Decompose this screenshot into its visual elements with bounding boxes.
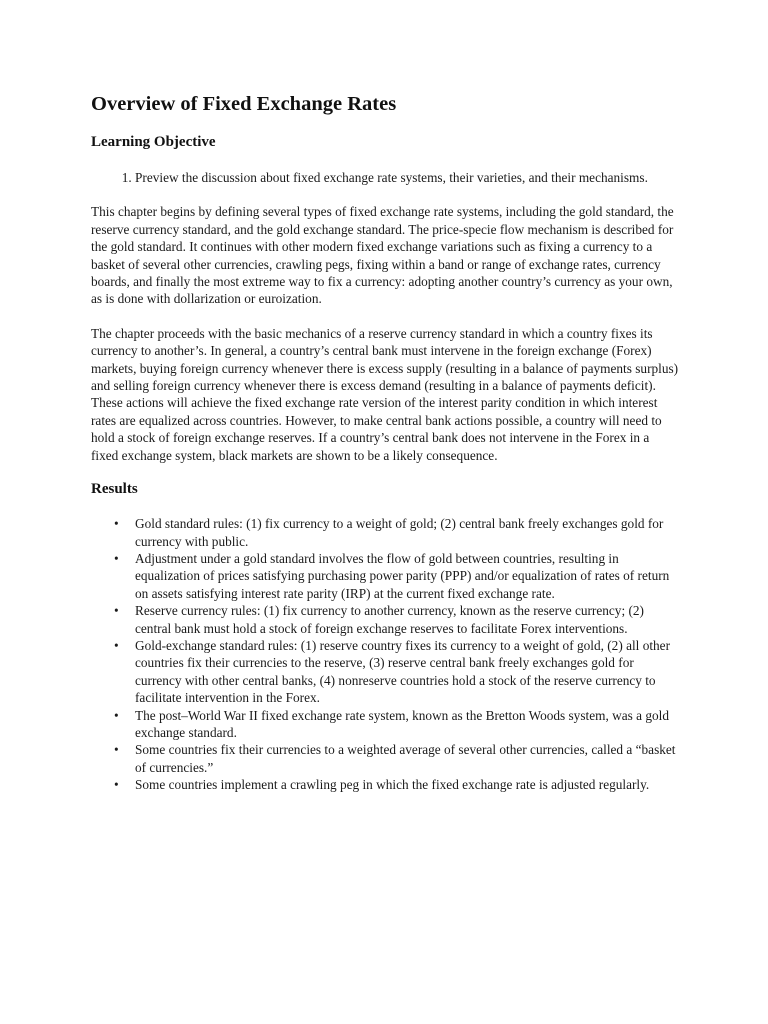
list-item xyxy=(114,602,679,637)
bullet-icon: • xyxy=(114,516,119,532)
page-title: Overview of Fixed Exchange Rates xyxy=(91,93,397,115)
list-item-text: Some countries implement a crawling peg in which the fixed exchange rate is adjusted regularly. xyxy=(135,777,650,793)
learning-objective-item: 1. Preview the discussion about fixed exchange rate systems, their varieties, and their mechanisms. xyxy=(135,169,679,186)
bullet-icon: • xyxy=(114,550,119,566)
document-page xyxy=(91,88,679,794)
bullet-icon: • xyxy=(114,707,119,723)
learning-objective-heading: Learning Objective xyxy=(91,134,216,150)
list-item-text: Gold standard rules: (1) fix currency to a weight of gold; (2) central bank freely exchanges gold for currency with public. xyxy=(135,516,664,549)
bullet-icon: • xyxy=(114,603,119,619)
list-item xyxy=(114,550,679,602)
list-item xyxy=(114,515,679,550)
list-item-text: Gold-exchange standard rules: (1) reserve country fixes its currency to a weight of gold, (2) all other countries fix their currencies to the reserve, (3) reserve central bank freely exchanges gold for currency with other central banks, (4) nonreserve countries hold a stock of the reserve currency to facilitate intervention in the Forex. xyxy=(135,637,671,706)
bullet-icon: • xyxy=(114,777,119,793)
list-item-text: The post–World War II fixed exchange rate system, known as the Bretton Woods system, was a gold exchange standard. xyxy=(135,707,669,740)
list-item-text: Reserve currency rules: (1) fix currency to another currency, known as the reserve currency; (2) central bank must hold a stock of foreign exchange reserves to facilitate Forex interventions. xyxy=(135,603,644,636)
list-item-text: Some countries fix their currencies to a weighted average of several other currencies, called a “basket of currencies.” xyxy=(135,742,676,775)
list-item xyxy=(114,741,679,776)
list-item xyxy=(114,707,679,742)
results-heading: Results xyxy=(91,481,138,498)
bullet-icon: • xyxy=(114,742,119,758)
list-item-text: Adjustment under a gold standard involves the flow of gold between countries, resulting in equalization of prices satisfying purchasing power parity (PPP) and/or equalization of rates of return on assets satisfying interest rate parity (IRP) at the current fixed exchange rate. xyxy=(135,550,670,601)
learning-objective-list xyxy=(91,169,679,186)
intro-paragraph: This chapter begins by defining several types of fixed exchange rate systems, including the gold standard, the reserve currency standard, and the gold exchange standard. The price-specie flow mechanism is described for the gold standard. It continues with other modern fixed exchange variations such as fixing a currency to a basket of several other currencies, crawling pegs, fixing within a band or range of exchange rates, currency boards, and finally the most extreme way to fix a currency: adopting another country’s currency as your own, as is done with dollarization or euroization. xyxy=(91,204,674,307)
list-item xyxy=(114,776,679,793)
list-item xyxy=(114,637,679,707)
bullet-icon: • xyxy=(114,637,119,653)
mechanics-paragraph: The chapter proceeds with the basic mechanics of a reserve currency standard in which a country fixes its currency to another’s. In general, a country’s central bank must intervene in the foreign exchange (Forex) markets, buying foreign currency whenever there is excess supply (resulting in a balance of payments surplus) and selling foreign currency whenever there is excess demand (resulting in a balance of payments deficit). These actions will achieve the fixed exchange rate version of the interest parity condition in which interest rates are equalized across countries. However, to make central bank actions possible, a country will need to hold a stock of foreign exchange reserves. If a country’s central bank does not intervene in the Forex in a fixed exchange system, black markets are shown to be a likely consequence. xyxy=(91,325,679,463)
results-list xyxy=(91,515,679,794)
